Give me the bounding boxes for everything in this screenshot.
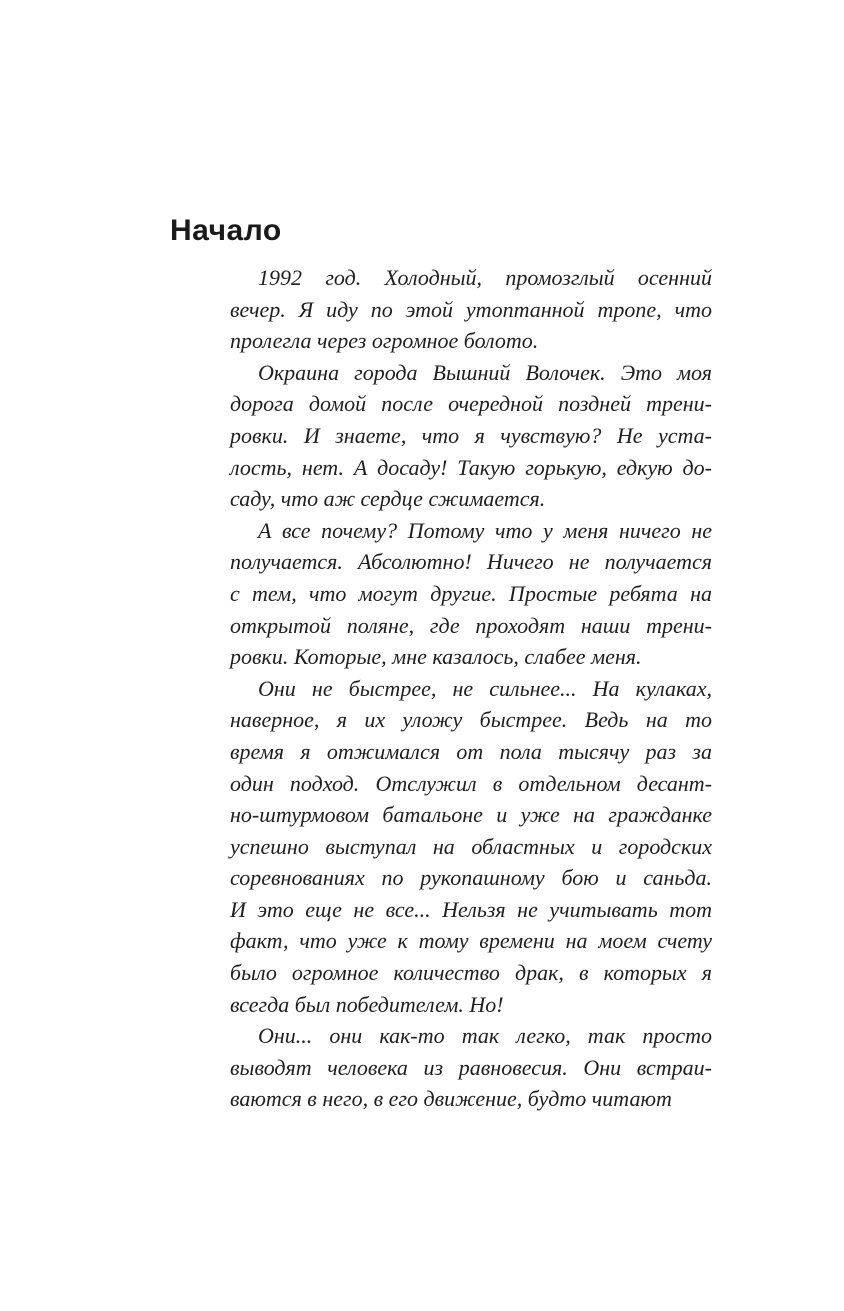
text-line: открытой поляне, где проходят наши трени- xyxy=(230,612,712,638)
text-line: дорога домой после очередной поздней трени- xyxy=(230,391,712,417)
text-line: 1992 год. Холодный, промозглый осенний xyxy=(258,265,712,290)
body-text-block xyxy=(230,262,712,1115)
paragraph xyxy=(230,673,712,1021)
text-line: факт, что уже к тому времени на моем счету xyxy=(230,928,712,954)
text-line: получается. Абсолютно! Ничего не получается xyxy=(230,549,712,575)
text-line: ваются в него, в его движение, будто читают xyxy=(230,1086,672,1112)
text-line: пролегла через огромное болото. xyxy=(230,328,539,354)
text-line: успешно выступал на областных и городских xyxy=(230,833,712,859)
text-line: наверное, я их уложу быстрее. Ведь на то xyxy=(230,707,712,733)
paragraph xyxy=(230,262,712,357)
text-line: соревнованиях по рукопашному бою и саньда. xyxy=(230,865,712,891)
paragraph xyxy=(230,1020,712,1115)
text-line: И это еще не все... Нельзя не учитывать тот xyxy=(230,896,712,922)
text-line: один подход. Отслужил в отдельном десант- xyxy=(230,770,712,796)
text-line: ровки. И знаете, что я чувствую? Не уста- xyxy=(230,422,712,448)
text-line: саду, что аж сердце сжимается. xyxy=(230,486,546,512)
paragraph xyxy=(230,357,712,515)
text-line: лость, нет. А досаду! Такую горькую, едкую до- xyxy=(230,454,712,480)
text-line: время я отжимался от пола тысячу раз за xyxy=(230,738,712,764)
text-line: Они не быстрее, не сильнее... На кулаках, xyxy=(258,675,712,701)
text-line: было огромное количество драк, в которых я xyxy=(230,960,712,986)
text-line: Окраина города Вышний Волочек. Это моя xyxy=(258,359,712,385)
text-line: ровки. Которые, мне казалось, слабее меня. xyxy=(230,644,642,670)
chapter-title: Начало xyxy=(170,214,282,247)
text-line: всегда был победителем. Но! xyxy=(230,991,504,1017)
text-line: с тем, что могут другие. Простые ребята на xyxy=(230,580,712,606)
text-line: Они... они как-то так легко, так просто xyxy=(258,1023,712,1049)
paragraph xyxy=(230,515,712,673)
text-line: вечер. Я иду по этой утоптанной тропе, что xyxy=(230,296,712,322)
text-line: выводят человека из равновесия. Они встраи- xyxy=(230,1054,712,1080)
text-line: А все почему? Потому что у меня ничего не xyxy=(258,517,712,543)
text-line: но-штурмовом батальоне и уже на гражданке xyxy=(230,802,712,828)
